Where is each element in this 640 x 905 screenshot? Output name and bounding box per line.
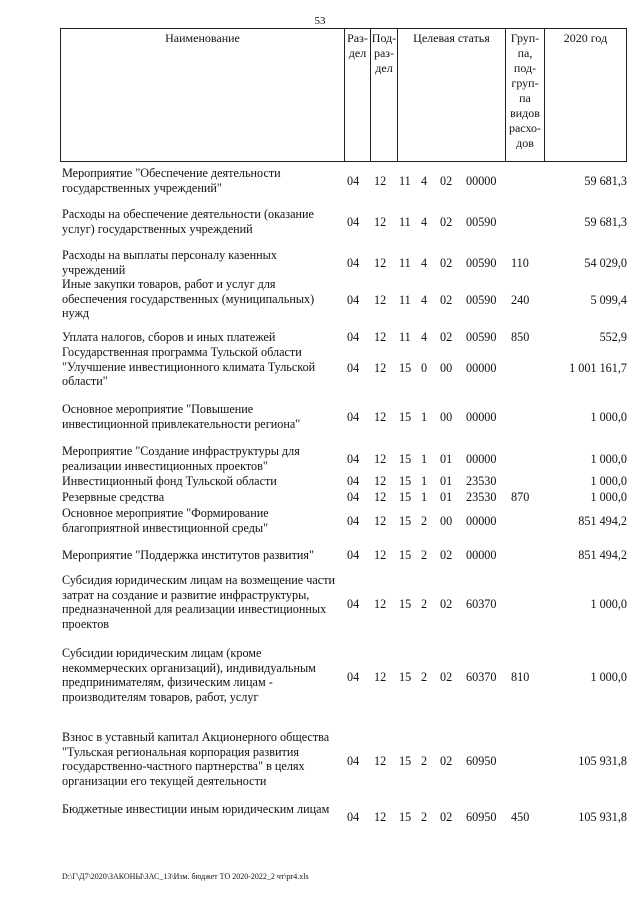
row-program: 15 [399,410,412,424]
row-expense-type: 240 [511,293,530,307]
row-podrazdel: 12 [374,670,387,684]
row-program: 15 [399,670,412,684]
row-name: Резервные средства [62,490,165,504]
row-code: 60950 [466,754,497,768]
row-program: 15 [399,452,412,466]
row-main-activity: 02 [440,810,453,824]
row-code: 23530 [466,474,497,488]
header-name-label: Наименование [165,31,240,45]
row-sum: 1 000,0 [590,474,627,488]
header-group-line: па, [517,46,533,60]
row-program: 15 [399,548,412,562]
row-sum: 552,9 [599,330,627,344]
row-razdel: 04 [347,410,360,424]
page-number: 53 [314,15,326,27]
row-podrazdel: 12 [374,215,387,229]
row-subprogram: 0 [421,361,428,375]
row-code: 23530 [466,490,497,504]
row-code: 00000 [466,361,497,375]
row-sum: 105 931,8 [578,754,627,768]
row-name: Государственная программа Тульской области "Улучшение инвестиционного климата Тульской области" [62,345,316,388]
row-code: 60950 [466,810,497,824]
row-name: Иные закупки товаров, работ и услуг для обеспечения государственных (муниципальных) нужд [62,277,315,320]
row-razdel: 04 [347,452,360,466]
row-razdel: 04 [347,548,360,562]
row-main-activity: 02 [440,330,453,344]
row-subprogram: 1 [421,490,428,504]
row-podrazdel: 12 [374,410,387,424]
row-name: Мероприятие "Создание инфраструктуры для реализации инвестиционных проектов" [62,444,300,473]
row-sum: 851 494,2 [578,514,627,528]
header-razdel-line: Раз- [347,31,368,45]
row-podrazdel: 12 [374,754,387,768]
row-main-activity: 00 [440,410,453,424]
header-group-line: видов [510,106,540,120]
row-code: 00590 [466,330,497,344]
row-sum: 5 099,4 [590,293,627,307]
header-podrazdel-line: дел [375,61,393,75]
row-name: Основное мероприятие "Повышение инвестиционной привлекательности региона" [62,402,301,431]
row-expense-type: 850 [511,330,530,344]
header-target-label: Целевая статья [413,31,490,45]
row-razdel: 04 [347,670,360,684]
row-podrazdel: 12 [374,490,387,504]
table-header [60,28,627,162]
header-group-line: дов [516,136,534,150]
header-razdel-line: дел [348,46,367,60]
row-subprogram: 2 [421,754,428,768]
row-razdel: 04 [347,474,360,488]
row-main-activity: 02 [440,597,453,611]
row-razdel: 04 [347,293,360,307]
header-group-line: груп- [511,76,539,90]
row-subprogram: 4 [421,293,428,307]
row-razdel: 04 [347,597,360,611]
file-path-footer: D:\Г\Д7\2020\ЗАКОНЫ\ЗАС_13\Изм. бюджет ТО 2020-2022_2 чт\pr4.xls [62,872,309,881]
row-razdel: 04 [347,330,360,344]
header-podrazdel-line: Под- [371,31,397,45]
row-program: 11 [399,174,411,188]
header-group [505,29,544,161]
row-program: 11 [399,215,411,229]
header-group-line: расхо- [508,121,542,135]
header-year [544,29,626,161]
row-program: 15 [399,754,412,768]
row-podrazdel: 12 [374,361,387,375]
row-subprogram: 1 [421,452,428,466]
row-subprogram: 4 [421,330,428,344]
row-razdel: 04 [347,215,360,229]
row-name: Расходы на выплаты персоналу казенных учреждений [62,248,277,277]
row-program: 15 [399,361,412,375]
header-group-line: под- [513,61,537,75]
row-sum: 1 000,0 [590,490,627,504]
row-name: Основное мероприятие "Формирование благоприятной инвестиционной среды" [62,506,269,535]
row-sum: 1 000,0 [590,410,627,424]
row-razdel: 04 [347,754,360,768]
row-expense-type: 110 [511,256,529,270]
row-razdel: 04 [347,810,360,824]
row-sum: 105 931,8 [578,810,627,824]
row-main-activity: 02 [440,256,453,270]
row-main-activity: 00 [440,514,453,528]
row-program: 15 [399,597,412,611]
row-razdel: 04 [347,490,360,504]
row-sum: 1 000,0 [590,452,627,466]
row-expense-type: 810 [511,670,530,684]
row-podrazdel: 12 [374,548,387,562]
row-name: Инвестиционный фонд Тульской области [62,474,277,488]
row-main-activity: 02 [440,754,453,768]
header-name [61,29,344,161]
row-code: 00590 [466,293,497,307]
header-razdel [344,29,370,161]
row-program: 11 [399,256,411,270]
row-podrazdel: 12 [374,330,387,344]
row-name: Мероприятие "Поддержка институтов развития" [62,548,315,562]
row-code: 60370 [466,670,497,684]
row-name: Расходы на обеспечение деятельности (оказание услуг) государственных учреждений [62,207,314,236]
header-group-line: па [519,91,531,105]
row-subprogram: 4 [421,215,428,229]
row-name: Субсидия юридическим лицам на возмещение части затрат на создание и развитие инфраструктуры, предназначенной для реализации инвестиционных проектов [62,573,336,631]
row-podrazdel: 12 [374,256,387,270]
row-sum: 851 494,2 [578,548,627,562]
row-code: 00000 [466,452,497,466]
header-podrazdel [370,29,397,161]
row-sum: 1 001 161,7 [569,361,627,375]
row-code: 00000 [466,174,497,188]
row-program: 11 [399,293,411,307]
row-program: 11 [399,330,411,344]
row-subprogram: 2 [421,597,428,611]
row-code: 00000 [466,514,497,528]
row-code: 00000 [466,548,497,562]
row-subprogram: 2 [421,548,428,562]
row-sum: 59 681,3 [584,174,627,188]
row-main-activity: 01 [440,474,453,488]
row-razdel: 04 [347,256,360,270]
row-main-activity: 02 [440,215,453,229]
row-podrazdel: 12 [374,174,387,188]
row-program: 15 [399,474,412,488]
header-podrazdel-line: раз- [373,46,395,60]
row-name: Субсидии юридическим лицам (кроме некоммерческих организаций), индивидуальным предпринимателям, физическим лицам - производителям товаров, работ, услуг [62,646,316,704]
row-subprogram: 4 [421,256,428,270]
row-main-activity: 02 [440,293,453,307]
row-code: 00000 [466,410,497,424]
row-program: 15 [399,490,412,504]
row-razdel: 04 [347,514,360,528]
row-podrazdel: 12 [374,474,387,488]
header-year-label: 2020 год [563,31,608,45]
row-podrazdel: 12 [374,810,387,824]
row-subprogram: 1 [421,474,428,488]
row-sum: 1 000,0 [590,670,627,684]
row-subprogram: 2 [421,514,428,528]
row-program: 15 [399,514,412,528]
row-subprogram: 1 [421,410,428,424]
row-main-activity: 02 [440,548,453,562]
row-main-activity: 02 [440,670,453,684]
row-podrazdel: 12 [374,293,387,307]
header-target [397,29,505,161]
row-podrazdel: 12 [374,514,387,528]
row-main-activity: 00 [440,361,453,375]
header-group-line: Груп- [510,31,540,45]
row-expense-type: 450 [511,810,530,824]
row-subprogram: 4 [421,174,428,188]
row-main-activity: 02 [440,174,453,188]
row-program: 15 [399,810,412,824]
row-name: Уплата налогов, сборов и иных платежей [62,330,276,344]
row-subprogram: 2 [421,670,428,684]
row-name: Взнос в уставный капитал Акционерного общества "Тульская региональная корпорация развития государственно-частного партнерства" в целях организации его текущей деятельности [62,730,330,788]
row-name: Мероприятие "Обеспечение деятельности государственных учреждений" [62,166,281,195]
row-sum: 59 681,3 [584,215,627,229]
row-main-activity: 01 [440,490,453,504]
row-razdel: 04 [347,361,360,375]
row-razdel: 04 [347,174,360,188]
row-podrazdel: 12 [374,597,387,611]
row-name: Бюджетные инвестиции иным юридическим лицам [62,802,330,816]
row-code: 60370 [466,597,497,611]
row-expense-type: 870 [511,490,530,504]
row-code: 00590 [466,256,497,270]
row-podrazdel: 12 [374,452,387,466]
row-main-activity: 01 [440,452,453,466]
row-sum: 54 029,0 [584,256,627,270]
row-code: 00590 [466,215,497,229]
row-sum: 1 000,0 [590,597,627,611]
row-subprogram: 2 [421,810,428,824]
